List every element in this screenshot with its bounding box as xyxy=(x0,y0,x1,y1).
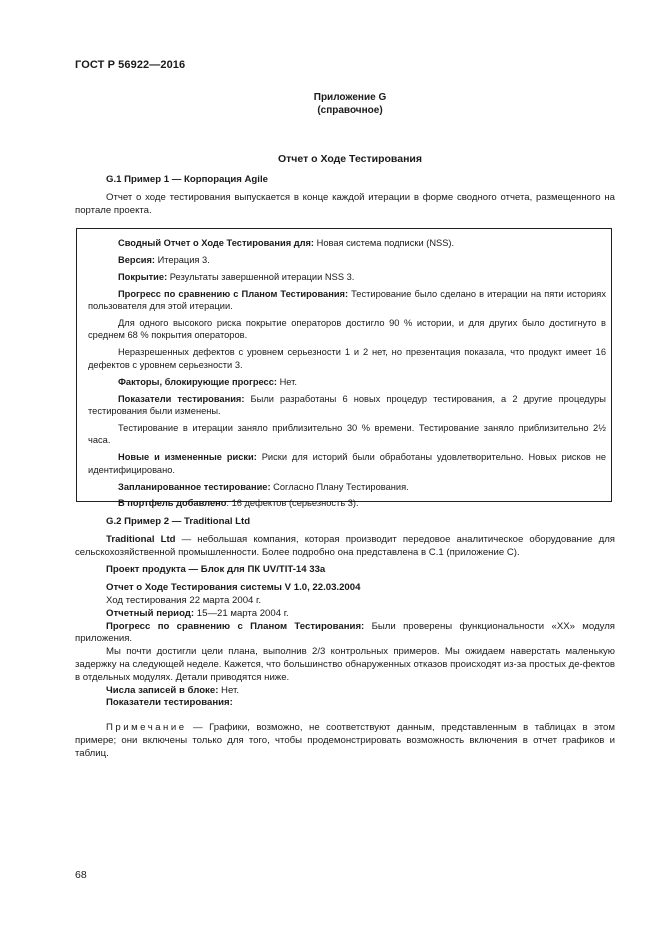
box-line-risks: Новые и измененные риски: Риски для историй были обработаны удовлетворительно. Новых рисков не идентифицировано. xyxy=(88,452,606,475)
box-line-time: Тестирование в итерации заняло приблизительно 30 % времени. Тестирование заняло приблизительно 2½ часа. xyxy=(88,422,606,446)
section-1 xyxy=(75,174,615,217)
summary-report-content xyxy=(88,237,606,514)
box-line-statement-coverage: Для одного высокого риска покрытие операторов достигло 90 % истории, и для других было достигнуто в среднем 68 % покрытия операторов. xyxy=(88,318,606,341)
box-line-version: Версия: Итерация 3. xyxy=(118,254,210,265)
report-title-line: Отчет о Ходе Тестирования системы V 1.0, 22.03.2004 xyxy=(106,582,361,594)
section-1-intro: Отчет о ходе тестирования выпускается в конце каждой итерации в форме сводного отчета, размещенного на портале проекта. xyxy=(75,191,615,216)
box-line-metrics: Показатели тестирования: Были разработаны 6 новых процедур тестирования, а 2 другие процедуры тестирования были изменены. xyxy=(88,393,606,416)
progress-details-paragraph: Мы почти достигли цели плана, выполнив 2/3 контрольных примеров. Мы ожидаем наверстать маленькую задержку на следующей неделе. Кажется, что большинство обнаруженных отказов происходят из-за простых де-фектов в отдельных модулях. Детали приводятся ниже. xyxy=(75,646,615,683)
section-2-intro: Traditional Ltd — небольшая компания, которая производит передовое аналитическое оборудование для сельскохозяйственной промышленности. Более подробно она представлена в С.1 (приложение С). xyxy=(75,533,615,558)
box-line-defects: Неразрешенных дефектов с уровнем серьезности 1 и 2 нет, но презентация показала, что продукт имеет 16 дефектов с уровнем серьезности 3. xyxy=(88,347,606,370)
box-line-planned: Запланированное тестирование: Согласно Плану Тестирования. xyxy=(118,481,409,492)
note-paragraph: Примечание — Графики, возможно, не соответствуют данным, представленным в таблицах в этом примере; они включены только для того, чтобы продемонстрировать возможность включения в отчет графиков и таблиц. xyxy=(75,722,615,759)
section-2 xyxy=(75,516,615,761)
section-2-heading: G.2 Пример 2 — Traditional Ltd xyxy=(106,516,251,527)
document-title: Отчет о Ходе Тестирования xyxy=(278,153,422,165)
progress-date-line: Ход тестирования 22 марта 2004 г. xyxy=(106,594,262,606)
annex-title: Приложение G xyxy=(313,92,387,103)
page-number: 68 xyxy=(75,869,87,881)
box-line-backlog: В портфель добавлено: 16 дефектов (серьезность 3). xyxy=(118,498,359,509)
block-records-line: Числа записей в блоке: Нет. xyxy=(106,684,239,696)
box-line-coverage: Покрытие: Результаты завершенной итерации NSS 3. xyxy=(118,271,355,282)
box-line-blockers: Факторы, блокирующие прогресс: Нет. xyxy=(118,376,297,387)
plan-progress-line: Прогресс по сравнению с Планом Тестирования: Были проверены функциональности «XX» модуля приложения. xyxy=(75,620,615,645)
section-1-heading: G.1 Пример 1 — Корпорация Agile xyxy=(106,174,268,185)
test-metrics-line: Показатели тестирования: xyxy=(106,697,233,709)
project-line: Проект продукта — Блок для ПК UV/TIT-14 33a xyxy=(106,564,326,576)
annex-subtitle: (справочное) xyxy=(317,105,383,116)
box-line-subject: Сводный Отчет о Ходе Тестирования для: Новая система подписки (NSS). xyxy=(118,238,455,248)
standard-number: ГОСТ Р 56922—2016 xyxy=(75,59,186,71)
report-period-line: Отчетный период: 15—21 марта 2004 г. xyxy=(106,607,289,619)
box-line-progress: Прогресс по сравнению с Планом Тестирования: Тестирование было сделано в итерации на пяти историях пользователя для этой итерации. xyxy=(88,288,606,312)
